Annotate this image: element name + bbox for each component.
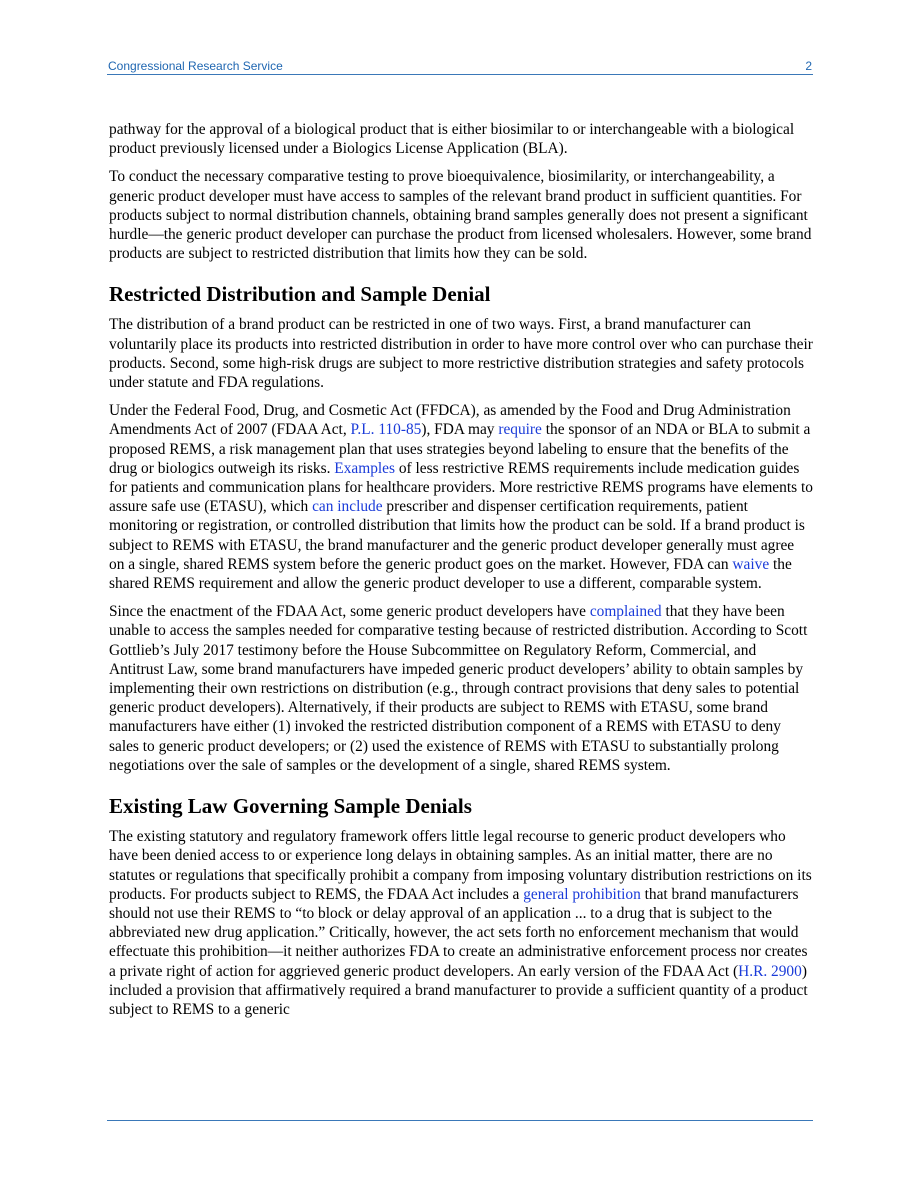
link-examples[interactable]: Examples	[334, 459, 395, 477]
text-span: that brand manufacturers should not use their REMS to “to block or delay approval of an application ... to a drug that is subject to the abbreviated new drug application.” Critically, however, the act sets forth no enforcement mechanism that would effectuate this prohibition—it neither authorizes FDA to create an administrative enforcement process nor creates a private right of action for aggrieved generic product developers. An early version of the FDAA Act (	[109, 885, 808, 980]
header-source: Congressional Research Service	[108, 59, 283, 73]
text-span: the sponsor of an NDA or BLA to submit a proposed REMS, a risk management plan that uses strategies beyond labeling to ensure that the benefits of the drug or biologics outweigh its risks.	[109, 421, 811, 477]
link-require[interactable]: require	[498, 421, 542, 439]
document-body	[109, 120, 813, 1028]
text-span: of less restrictive REMS requirements include medication guides for patients and communication plans for healthcare providers. More restrictive REMS programs have elements to assure safe use (ETASU), which	[109, 459, 813, 516]
link-general-prohibition[interactable]: general prohibition	[523, 885, 641, 903]
paragraph	[109, 827, 813, 1019]
page-header	[107, 58, 813, 75]
paragraph: pathway for the approval of a biological product that is either biosimilar to or interchangeable with a biological product previously licensed under a Biologics License Application (BLA).	[109, 121, 795, 158]
link-complained[interactable]: complained	[589, 603, 662, 621]
text-span: Since the enactment of the FDAA Act, some generic product developers have	[109, 603, 590, 621]
page-number: 2	[805, 59, 812, 73]
text-span: prescriber and dispenser certification requirements, patient monitoring or registration, or controlled distribution that limits how the product can be sold. If a brand product is subject to REMS with ETASU, the brand manufacturer and the generic product developer generally must agree on a single, shared REMS system before the generic product goes on the market. However, FDA can	[109, 498, 805, 573]
footer-rule	[107, 1120, 813, 1121]
text-span: ) included a provision that affirmatively required a brand manufacturer to provide a sufficient quantity of a product subject to REMS to a generic	[109, 962, 808, 1018]
text-span: the shared REMS requirement and allow the generic product developer to use a different, comparable system.	[109, 555, 792, 593]
text-span: Under the Federal Food, Drug, and Cosmetic Act (FFDCA), as amended by the Food and Drug Administration Amendments Act of 2007 (FDAA Act,	[109, 402, 791, 439]
section-heading: Existing Law Governing Sample Denials	[109, 794, 472, 819]
paragraph: The distribution of a brand product can be restricted in one of two ways. First, a brand manufacturer can voluntarily place its products into restricted distribution in order to have more control over who can purchase their products. Second, some high-risk drugs are subject to more restrictive distribution strategies and safety protocols under statute and FDA regulations.	[109, 316, 813, 392]
text-span: The existing statutory and regulatory framework offers little legal recourse to generic product developers who have been denied access to or experience long delays in obtaining samples. As an initial matter, there are no statutes or regulations that specifically prohibit a company from imposing voluntary distribution restrictions on its products. For products subject to REMS, the FDAA Act includes a	[109, 828, 812, 903]
link-pl-110-85[interactable]: P.L. 110-85	[350, 421, 422, 439]
paragraph: To conduct the necessary comparative testing to prove bioequivalence, biosimilarity, or interchangeability, a generic product developer must have access to samples of the relevant brand product in sufficient quantities. For products subject to normal distribution channels, obtaining brand samples generally does not present a significant hurdle—the generic product developer can purchase the product from licensed wholesalers. However, some brand products are subject to restricted distribution that limits how they can be sold.	[109, 168, 812, 263]
link-hr-2900[interactable]: H.R. 2900	[738, 962, 802, 980]
link-can-include[interactable]: can include	[312, 498, 383, 516]
section-heading: Restricted Distribution and Sample Denial	[109, 282, 491, 307]
text-span: ), FDA may	[421, 421, 499, 439]
text-span: that they have been unable to access the samples needed for comparative testing because of restricted distribution. According to Scott Gottlieb’s July 2017 testimony before the House Subcommittee on Regulatory Reform, Commercial, and Antitrust Law, some brand manufacturers have impeded generic product developers’ ability to obtain samples by implementing their own restrictions on distribution (e.g., through contract provisions that deny sales to potential generic product developers). Alternatively, if their products are subject to REMS with ETASU, some brand manufacturers have either (1) invoked the restricted distribution component of a REMS with ETASU to deny sales to generic product developers; or (2) used the existence of REMS with ETASU to substantially prolong negotiations over the sale of samples or the development of a single, shared REMS system.	[109, 603, 808, 774]
paragraph	[109, 602, 813, 775]
link-waive[interactable]: waive	[732, 555, 770, 573]
paragraph	[109, 401, 813, 593]
